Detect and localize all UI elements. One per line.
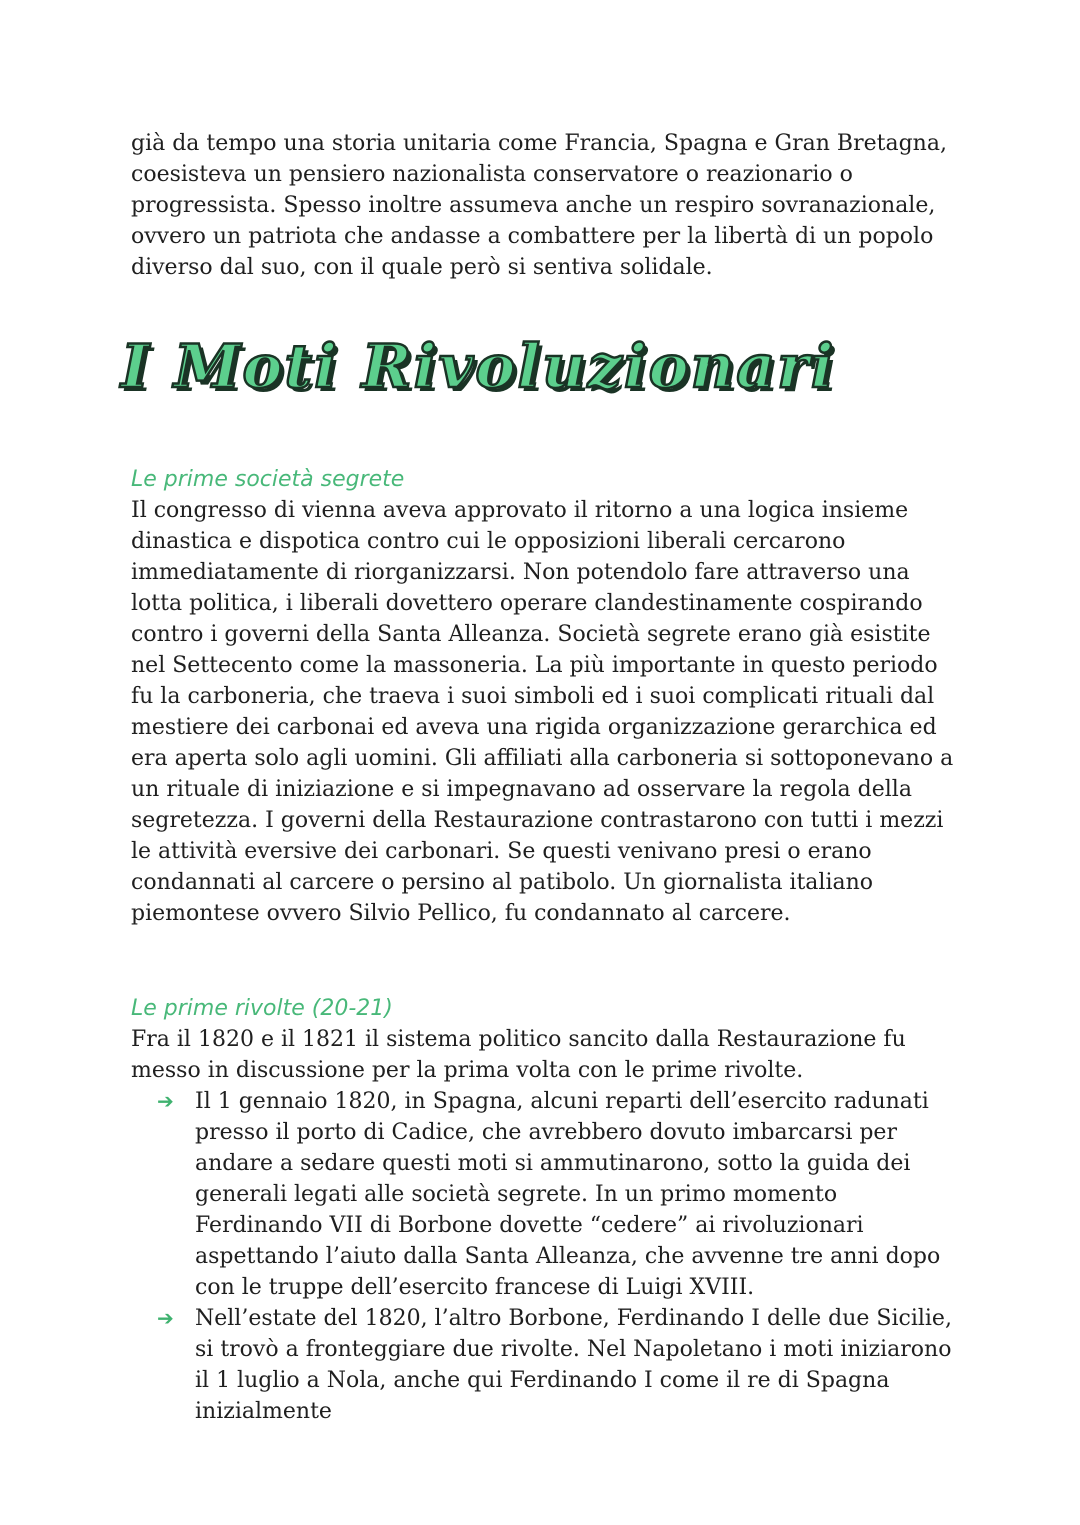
intro-paragraph: già da tempo una storia unitaria come Francia, Spagna e Gran Bretagna, coesisteva un pensiero nazionalista conservatore o reazionario o progressista. Spesso inoltre assumeva anche un respiro sovranazionale, ovvero un patriota che andasse a combattere per la libertà di un popolo diverso dal suo, con il quale però si sentiva solidale.: [131, 131, 947, 280]
paragraph-societa-segrete: Il congresso di vienna aveva approvato il ritorno a una logica insieme dinastica e dispotica contro cui le opposizioni liberali cercarono immediatamente di riorganizzarsi. Non potendolo fare attraverso una lotta politica, i liberali dovettero operare clandestinamente cospirando contro i governi della Santa Alleanza. Società segrete erano già esistite nel Settecento come la massoneria. La più importante in questo periodo fu la carboneria, che traeva i suoi simboli ed i suoi complicati rituali dal mestiere dei carbonai ed aveva una rigida organizzazione gerarchica ed era aperta solo agli uomini. Gli affiliati alla carboneria si sottoponevano a un rituale di iniziazione e si impegnavano ad osservare la regola della segretezza. I governi della Restaurazione contrastarono con tutti i mezzi le attività eversive dei carbonari. Se questi venivano presi o erano condannati al carcere o persino al patibolo. Un giornalista italiano piemontese ovvero Silvio Pellico, fu condannato al carcere.: [131, 498, 954, 926]
heading-prime-rivolte: Le prime rivolte (20-21): [131, 996, 393, 1021]
list-item-text: Il 1 gennaio 1820, in Spagna, alcuni reparti dell’esercito radunati presso il porto di Cadice, che avrebbero dovuto imbarcarsi per andare a sedare questi moti si ammutinarono, sotto la guida dei generali legati alle società segrete. In un primo momento Ferdinando VII di Borbone dovette “cedere” ai rivoluzionari aspettando l’aiuto dalla Santa Alleanza, che avvenne tre anni dopo con le truppe dell’esercito francese di Luigi XVIII.: [195, 1089, 941, 1300]
paragraph-prime-rivolte: Fra il 1820 e il 1821 il sistema politico sancito dalla Restaurazione fu messo in discussione per la prima volta con le prime rivolte.: [131, 1027, 906, 1083]
section-title: I Moti Rivoluzionari: [121, 332, 836, 402]
arrow-right-icon: ➔: [157, 1089, 174, 1113]
list-item: [157, 1086, 961, 1303]
bullet-list: [131, 1086, 961, 1427]
list-item-text: Nell’estate del 1820, l’altro Borbone, Ferdinando I delle due Sicilie, si trovò a fronteggiare due rivolte. Nel Napoletano i moti iniziarono il 1 luglio a Nola, anche qui Ferdinando I come il re di Spagna inizialmente: [195, 1306, 952, 1424]
list-item: [157, 1303, 961, 1427]
arrow-right-icon: ➔: [157, 1306, 174, 1330]
heading-societa-segrete: Le prime società segrete: [131, 467, 405, 492]
document-page: [121, 128, 961, 1427]
